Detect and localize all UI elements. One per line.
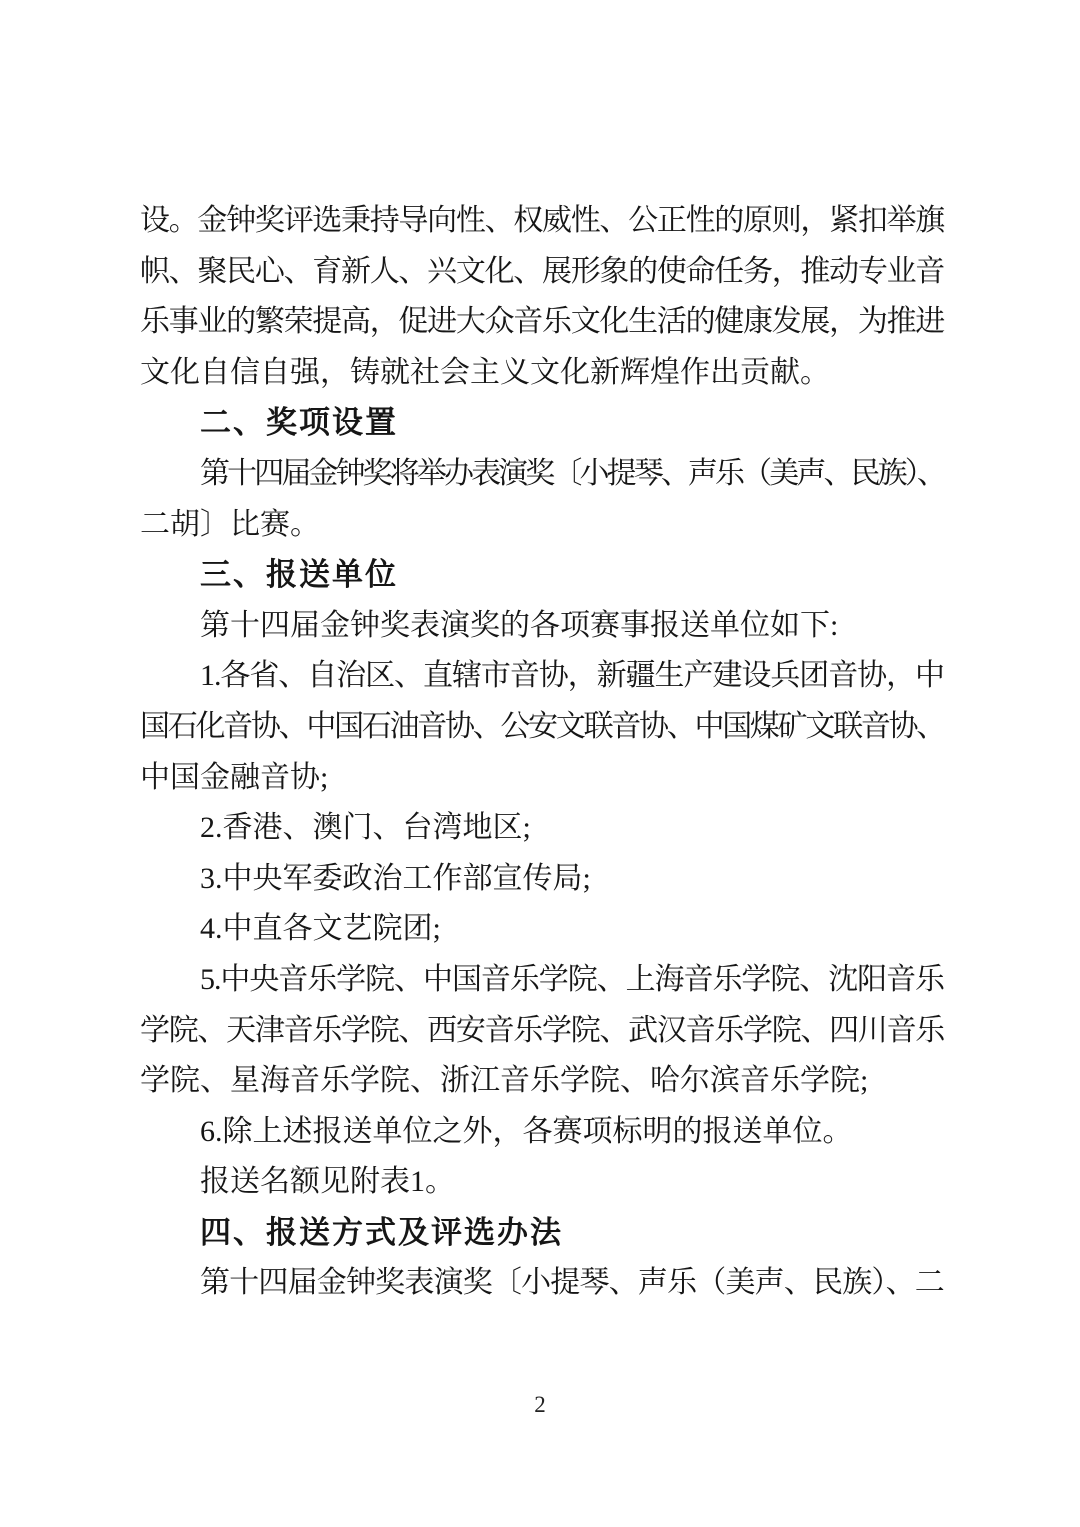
list-item-2-line: 2.香港、澳门、台湾地区; xyxy=(200,811,531,845)
section-heading-submission-method: 四、报送方式及评选办法 xyxy=(200,1214,563,1250)
list-item-6-line: 6.除上述报送单位之外，各赛项标明的报送单位。 xyxy=(200,1114,853,1148)
text-line: 中国金融音协; xyxy=(140,760,329,794)
text-line: 国石化音协、中国石油音协、公安文联音协、中国煤矿文联音协、 xyxy=(140,709,944,743)
document-body xyxy=(140,196,944,1309)
list-item-3-line: 3.中央军委政治工作部宣传局; xyxy=(200,861,591,895)
paragraph-line: 第十四届金钟奖将举办表演奖〔小提琴、声乐（美声、民族）、 xyxy=(200,456,944,490)
text-line: 设。金钟奖评选秉持导向性、权威性、公正性的原则，紧扣举旗 xyxy=(140,204,944,237)
text-line: 帜、聚民心、育新人、兴文化、展形象的使命任务，推动专业音 xyxy=(140,254,944,288)
section-heading-awards-setup: 二、奖项设置 xyxy=(200,405,398,441)
list-item-4-line: 4.中直各文艺院团; xyxy=(200,912,441,946)
text-line: 学院、星海音乐学院、浙江音乐学院、哈尔滨音乐学院; xyxy=(140,1064,869,1098)
list-item-5-line: 5.中央音乐学院、中国音乐学院、上海音乐学院、沈阳音乐 xyxy=(200,962,944,996)
page-number: 2 xyxy=(534,1392,546,1417)
text-line: 二胡〕比赛。 xyxy=(140,507,320,541)
list-item-1-line: 1.各省、自治区、直辖市音协，新疆生产建设兵团音协，中 xyxy=(200,659,944,693)
text-line: 学院、天津音乐学院、西安音乐学院、武汉音乐学院、四川音乐 xyxy=(140,1013,944,1047)
section-heading-submitting-units: 三、报送单位 xyxy=(200,557,398,593)
paragraph-line: 第十四届金钟奖表演奖的各项赛事报送单位如下: xyxy=(200,608,839,642)
paragraph-line: 第十四届金钟奖表演奖〔小提琴、声乐（美声、民族）、二 xyxy=(200,1266,944,1300)
paragraph-line: 报送名额见附表1。 xyxy=(200,1165,455,1199)
text-line: 文化自信自强，铸就社会主义文化新辉煌作出贡献。 xyxy=(140,355,830,389)
text-line: 乐事业的繁荣提高，促进大众音乐文化生活的健康发展，为推进 xyxy=(140,305,944,339)
